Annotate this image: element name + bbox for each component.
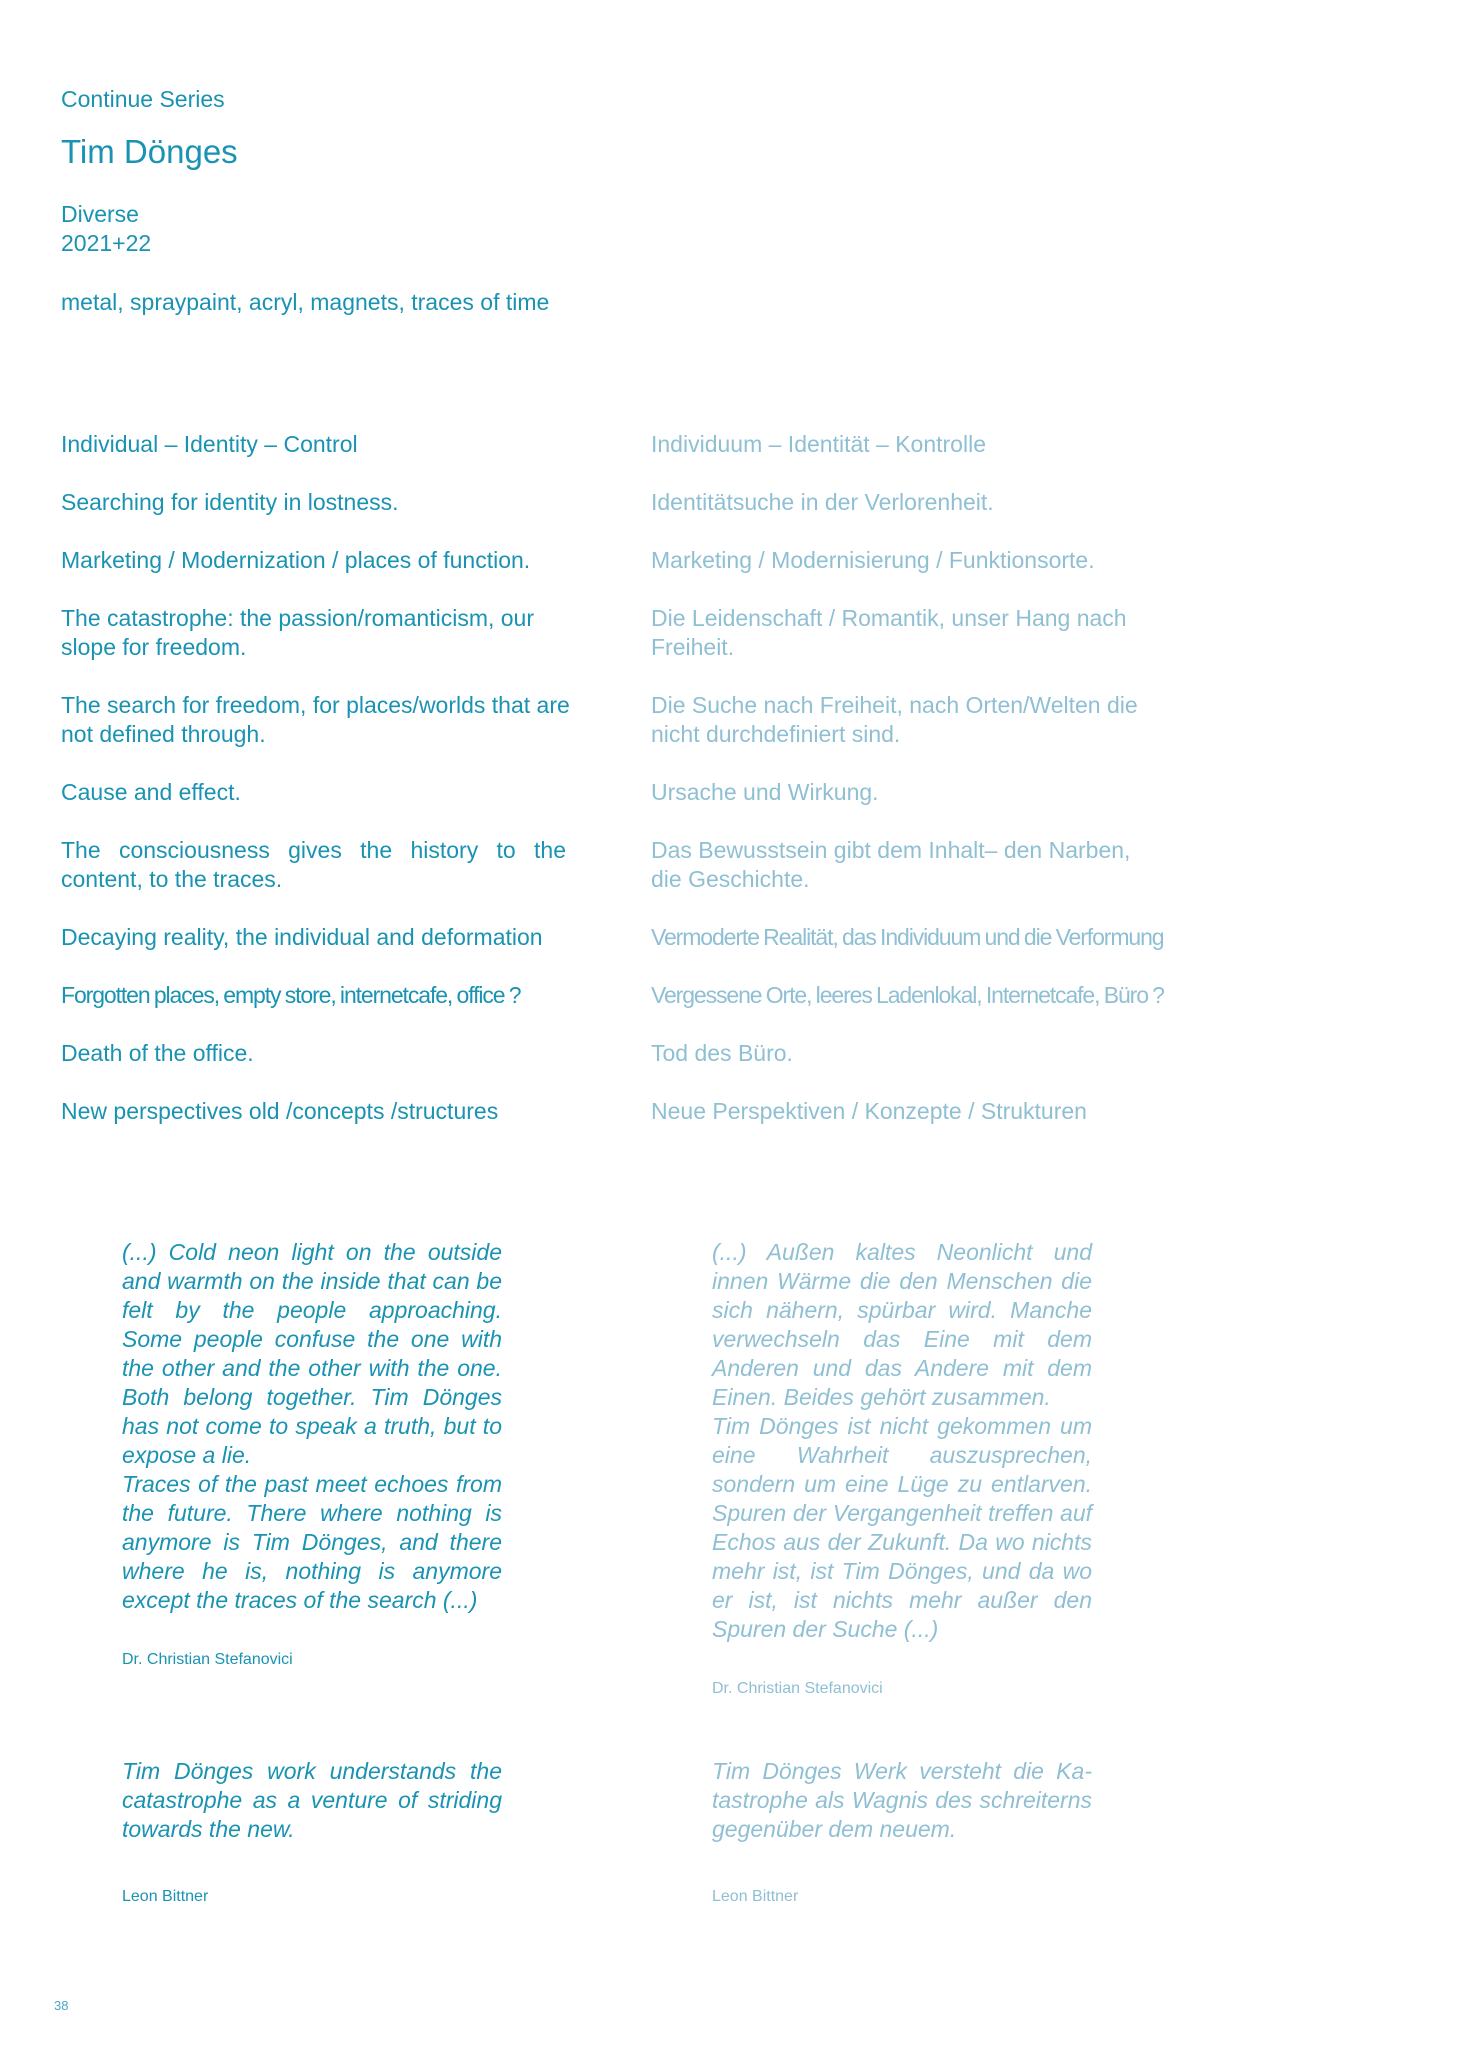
quote-paragraph: Tim Dönges ist nicht gekommen um eine Wahrheit auszusprechen, sondern um eine Lüge zu entlarven. Spuren der Vergangenheit treffen auf Echos aus der Zukunft. Da wo nichts mehr ist, ist Tim Dönges, und da wo er ist, ist nichts mehr außer den Spuren der Suche (...)	[712, 1413, 1092, 1642]
quote-text	[122, 1238, 502, 1615]
keyword-item: Searching for identity in lostness.	[61, 489, 399, 515]
keyword-item: The search for freedom, for places/worlds that are not defined through.	[61, 692, 570, 747]
work-year: 2021+22	[61, 230, 152, 256]
page-number: 38	[54, 1998, 69, 2013]
quote-text	[122, 1757, 502, 1844]
keyword-item: Tod des Büro.	[651, 1040, 793, 1066]
quote-author: Leon Bittner	[122, 1888, 209, 1905]
keyword-item: Marketing / Modernization / places of function.	[61, 547, 531, 573]
keywords-english	[61, 430, 581, 1155]
quote-paragraph: Tim Dönges Werk versteht die Katastrophe als Wagnis des schreiterns gegenüber dem neuem.	[712, 1758, 1092, 1842]
keyword-item: Cause and effect.	[61, 779, 241, 805]
keyword-item: Vermoderte Realität, das Individuum und die Verformung	[651, 924, 1164, 950]
quote-author: Dr. Christian Stefanovici	[122, 1651, 293, 1668]
quote-paragraph: Traces of the past meet echoes from the future. There where nothing is anymore is Tim Dönges, and there where he is, nothing is anymore except the traces of the search (...)	[122, 1471, 502, 1613]
quote-bittner-english	[122, 1757, 502, 1905]
keyword-item: The catastrophe: the passion/romanticism, our slope for freedom.	[61, 605, 535, 660]
quote-paragraph: (...) Cold neon light on the outside and warmth on the inside that can be felt by the people approaching. Some people confuse the one with the other and the other with the one. Both belong together. Tim Dönges has not come to speak a truth, but to expose a lie.	[122, 1239, 502, 1468]
keyword-item: New perspectives old /concepts /structures	[61, 1098, 499, 1124]
keyword-item: Die Suche nach Freiheit, nach Orten/Welten die nicht durchdefiniert sind.	[651, 692, 1138, 747]
series-label: Continue Series	[61, 86, 225, 112]
quote-stefanovici-german	[712, 1238, 1092, 1697]
keyword-item: Individuum – Identität – Kontrolle	[651, 431, 986, 457]
keyword-item: Neue Perspektiven / Konzepte / Strukturen	[651, 1098, 1087, 1124]
keyword-item: Die Leidenschaft / Romantik, unser Hang nach Freiheit.	[651, 605, 1127, 660]
quote-paragraph: (...) Außen kaltes Neonlicht und innen Wärme die den Menschen die sich nähern, spürbar wird. Manche verwechseln das Eine mit dem Anderen und das Andere mit dem Einen. Beides gehört zusammen.	[712, 1239, 1092, 1410]
keyword-item: Death of the office.	[61, 1040, 254, 1066]
keyword-item: Ursache und Wirkung.	[651, 779, 879, 805]
keyword-item: Individual – Identity – Control	[61, 431, 358, 457]
quote-text	[712, 1757, 1092, 1844]
keyword-item: Forgotten places, empty store, internetcafe, office ?	[61, 982, 521, 1008]
quote-bittner-german	[712, 1757, 1092, 1905]
keywords-german	[651, 430, 1171, 1155]
keyword-item: Marketing / Modernisierung / Funktionsorte.	[651, 547, 1095, 573]
keyword-item: Identitätsuche in der Verlorenheit.	[651, 489, 994, 515]
keyword-item: Decaying reality, the individual and deformation	[61, 924, 543, 950]
quote-author: Dr. Christian Stefanovici	[712, 1680, 883, 1697]
keyword-item: Vergessene Orte, leeres Ladenlokal, Internetcafe, Büro ?	[651, 982, 1164, 1008]
quote-stefanovici-english	[122, 1238, 502, 1668]
quote-paragraph: Tim Dönges work understands the catastrophe as a venture of striding towards the new.	[122, 1758, 502, 1842]
quote-text	[712, 1238, 1092, 1644]
artist-name: Tim Dönges	[61, 133, 238, 170]
keyword-item: Das Bewusstsein gibt dem Inhalt– den Narben, die Geschichte.	[651, 837, 1131, 892]
keyword-item: The consciousness gives the history to the content, to the traces.	[61, 837, 566, 892]
work-title: Diverse	[61, 201, 139, 227]
materials-list: metal, spraypaint, acryl, magnets, traces of time	[61, 289, 550, 315]
quote-author: Leon Bittner	[712, 1888, 799, 1905]
